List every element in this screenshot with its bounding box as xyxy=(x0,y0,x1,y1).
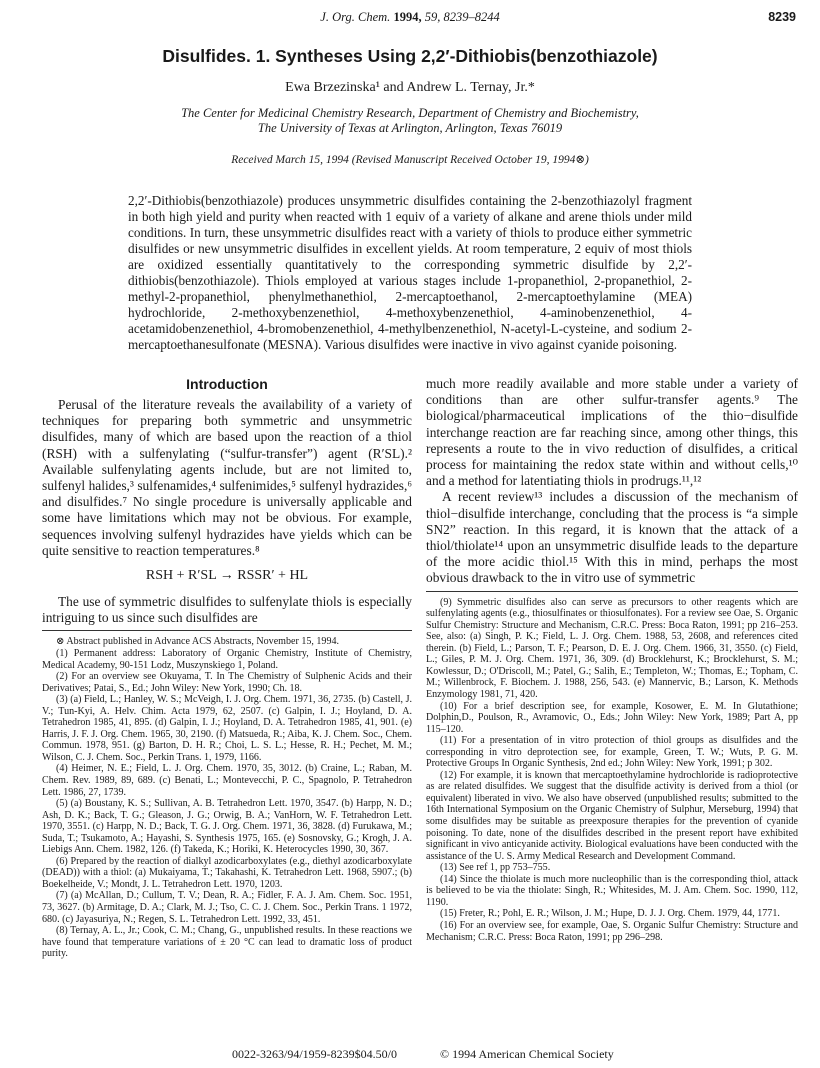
page-number: 8239 xyxy=(768,10,796,24)
footnote: ⊗ Abstract published in Advance ACS Abstracts, November 15, 1994. xyxy=(56,636,339,648)
author-affiliation xyxy=(60,106,760,136)
body-paragraph: much more readily available and more stable under a variety of conditions than are other sulfur-transfer agents.⁹ The biological/pharmaceutical implications of the thio−disulfide interchange reaction are far reaching since, among other things, this represents a route to the in vivo reduction of disulfides, a critical process for maintaining the redox state within and without cells,¹⁰ and a method for latentiating thiols in prodrugs.¹¹,¹² xyxy=(426,376,798,489)
footnote: (1) Permanent address: Laboratory of Organic Chemistry, Institute of Chemistry, Medical Academy, 90-151 Lodz, Muszynskiego 1, Poland. xyxy=(42,647,412,671)
footnote: (4) Heimer, N. E.; Field, L. J. Org. Chem. 1970, 35, 3012. (b) Craine, L.; Raban, M. Chem. Rev. 1989, 89, 689. (c) Benati, L.; Montevecchi, P. C., Spagnolo, P. Tetrahedron Lett. 1986, 27, 1739. xyxy=(42,763,412,798)
reaction-equation: RSH + R′SL → RSSR′ + HL xyxy=(145,568,309,584)
journal-citation xyxy=(0,10,820,25)
issn-code: 0022-3263/94/1959-8239$04.50/0 xyxy=(232,1047,397,1061)
footnote: (9) Symmetric disulfides also can serve as precursors to other reagents which are sulfenylating agents (e.g., thiosulfinates or thiosulfonates). For a review see Oae, S. Organic Sulfur Chemistry: Structure and Mechanism, C.R.C. Press: Boca Raton, 1991; pp 216–253. See, also: (a) Singh, P. K.; Field, L. J. Org. Chem. 1988, 53, 2608, and references cited therein. (b) Field, L.; Parson, T. F.; Pearson, D. E. J. Org. Chem. 1966, 31, 3550. (c) Field, L.; Giles, P. M. J. Org. Chem. 1971, 36, 309. (d) Brocklehurst, K.; Brocklehurst, S. M.; Kowlessur, D.; O'Driscoll, M.; Patel, G.; Salih, E.; Templeton, W.; Thomas, E.; Topham, C. M.; Willenbrock, F. Biochem. J. 1988, 256, 543. (e) Mannervic, B.; Larson, K. Methods Enzymology 1981, 71, 420. xyxy=(426,596,798,701)
footnote: (11) For a presentation of in vitro protection of thiol groups as disulfides and the corresponding in vitro deprotection see, for example, Green, T. W.; Wuts, P. G. M. Protective Groups In Organic Synthesis, 2nd ed.; John Wiley: New York, 1991; p 302. xyxy=(426,735,798,770)
footnote: (15) Freter, R.; Pohl, E. R.; Wilson, J. M.; Hupe, D. J. J. Org. Chem. 1979, 44, 1771. xyxy=(440,908,780,920)
left-column xyxy=(42,376,412,960)
footnote: (16) For an overview see, for example, Oae, S. Organic Sulfur Chemistry: Structure and Mechanism; C.R.C. Press: Boca Raton, 1991; pp 296–298. xyxy=(426,919,798,943)
footnote: (6) Prepared by the reaction of dialkyl azodicarboxylates (e.g., diethyl azodicarboxylate (DEAD)) with a thiol: (a) Mukaiyama, T.; Takahashi, K. Tetrahedron Lett. 1968, 5907.; (b) Boekelheide, V.; Mondt, J. L. Tetrahedron Lett. 1970, 1203. xyxy=(42,855,412,890)
footnote: (8) Ternay, A. L., Jr.; Cook, C. M.; Chang, G., unpublished results. In these reactions we have found that temperature variations of ± 20 °C can lead to dramatic loss of product purity. xyxy=(42,925,412,960)
journal-name: J. Org. Chem. xyxy=(320,10,391,24)
footnote: (13) See ref 1, pp 753–755. xyxy=(440,862,551,874)
footnote: (10) For a brief description see, for example, Kosower, E. M. In Glutathione; Dolphin,D., Poulson, R., Avramovic, O., Eds.; John Wiley: New York, 1989; Part A, pp 115–120. xyxy=(426,700,798,735)
footnote-divider xyxy=(42,630,412,631)
footnote: (2) For an overview see Okuyama, T. In The Chemistry of Sulphenic Acids and their Derivatives; Patai, S., Ed.; John Wiley: New York, 1990; Ch. 18. xyxy=(42,671,412,694)
footnote-divider xyxy=(426,591,798,592)
journal-year: 1994, xyxy=(393,10,422,24)
footnote: (12) For example, it is known that mercaptoethylamine hydrochloride is radioprotective as are related disulfides. We suggest that the disulfide activity is derived from a thiol (or equivalent) liberated in vivo. We also have observed (unpublished results; submitted to the 16th International Symposium on the Organic Chemistry of Sulphur, Merseburg, 1994) that some disulfides may be suitable as preexposure therapies for the prevention of cyanide poisoning. To date, none of the disulfides described in the present report have exhibited significant in vivo anticyanide activity. Biological evaluations have been conducted with the assistance of the U. S. Army Medical Research and Development Command. xyxy=(426,769,798,862)
abstract: 2,2′-Dithiobis(benzothiazole) produces unsymmetric disulfides containing the 2-benzothiazolyl fragment in both high yield and purity when reacted with 1 equiv of a variety of alkane and arene thiols under mild conditions. In turn, these unsymmetric disulfides react with a variety of thiols to produce either symmetric disulfides or new unsymmetric disulfides in excellent yields. At room temperature, 2 equiv of most thiols are oxidized essentially quantitatively to the corresponding symmetric disulfide by 2,2′-dithiobis(benzothiazole). Thiols employed at various stages include 1-propanethiol, 2-propanethiol, 2-methyl-2-propanethiol, phenylmethanethiol, 2-mercaptoethanol, 2-mercaptoethylamine (MEA) hydrochloride, 2-methoxybenzenethiol, 4-methoxybenzenethiol, 4-aminobenzenethiol, 4-acetamidobenzenethiol, 4-bromobenzenethiol, 4-methylbenzenethiol, N-acetyl-L-cysteine, and sodium 2-mercaptoethanesulfonate (MESNA). Various disulfides were inactive in vivo against cyanide poisoning. xyxy=(128,193,692,353)
affiliation-line: The University of Texas at Arlington, Arlington, Texas 76019 xyxy=(257,121,563,135)
section-heading-introduction: Introduction xyxy=(186,376,268,392)
body-paragraph: Perusal of the literature reveals the availability of a variety of techniques for preparing both symmetric and unsymmetric disulfides, many of which are based upon the reaction of a thiol (RSH) with a sulfenylating (“sulfur-transfer”) agent (R′SL).² Available sulfenylating agents include, but are not limited to, sulfenyl halides,³ sulfenamides,⁴ sulfenimides,⁵ sulfenyl hydrazides,⁶ and disulfides.⁷ No single procedure is universally applicable and some have limitations which may not be obvious. For example, sequences involving sulfenyl hydrazides have yields which can be quite sensitive to reaction temperatures.⁸ xyxy=(42,397,412,558)
copyright-notice: © 1994 American Chemical Society xyxy=(440,1047,614,1061)
journal-pages: 8239–8244 xyxy=(443,10,500,24)
article-authors: Ewa Brzezinska¹ and Andrew L. Ternay, Jr.* xyxy=(285,80,535,95)
footnotes-left xyxy=(42,636,412,959)
footnote: (5) (a) Boustany, K. S.; Sullivan, A. B. Tetrahedron Lett. 1970, 3547. (b) Harpp, N. D.; Ash, D. K.; Back, T. G.; Gleason, J. G.; Orwig, B. A.; VanHorn, W. F. Tetrahedron Lett. 1970, 3551. (c) Harpp, N. D.; Back, T. G. J. Org. Chem. 1971, 36, 3828. (d) Furukawa, M.; Suda, T.; Tsukamoto, A.; Hayashi, S. Synthesis 1975, 165. (e) Sosnovsky, G.; Krogh, J. A. Liebigs Ann. Chem. 1982, 126. (f) Takeda, K.; Horiki, K. Heterocycles 1990, 30, 367. xyxy=(42,798,412,856)
footnote: (14) Since the thiolate is much more nucleophilic than is the corresponding thiol, attack is believed to be via the thiolate: Singh, R.; Whitesides, M. J. Am. Chem. Soc. 1990, 112, 1190. xyxy=(426,873,798,908)
footnote: (7) (a) McAllan, D.; Cullum, T. V.; Dean, R. A.; Fidler, F. A. J. Am. Chem. Soc. 1951, 73, 3627. (b) Armitage, D. A.; Clark, M. J.; Tso, C. C. J. Chem. Soc., Perkin Trans. 1 1972, 680. (c) Jayasuriya, N.; Regen, S. L. Tetrahedron Lett. 1992, 33, 451. xyxy=(42,890,412,925)
body-paragraph: A recent review¹³ includes a discussion of the mechanism of thiol−disulfide interchange, concluding that the process is “a simple SN2” reaction. In this regard, it is known that the attack of a thiol/thiolate¹⁴ upon an unsymmetric disulfide leads to the departure of the more acidic thiol.¹⁵ With this in mind, perhaps the most obvious drawback to the in vitro use of symmetric xyxy=(426,489,798,586)
running-head xyxy=(0,10,820,30)
article-title: Disulfides. 1. Syntheses Using 2,2′-Dithiobis(benzothiazole) xyxy=(162,46,658,66)
footnote: (3) (a) Field, L.; Hanley, W. S.; McVeigh, I. J. Org. Chem. 1971, 36, 2735. (b) Castell, J. V.; Tun-Kyi, A. Helv. Chim. Acta 1979, 62, 2507. (c) Galpin, I. J.; Hoyland, D. A. Tetrahedron 1985, 41, 895. (d) Galpin, I. J.; Hoyland, D. A. Tetrahedron 1985, 41, 901. (e) Harris, J. F. J. Org. Chem. 1965, 30, 2190. (f) Matsueda, R.; Aiba, K. J. Chem. Soc., Chem. Commun. 1978, 951. (g) Barton, D. H. R.; Choi, L. S. L.; Hesse, R. H.; Pechet, M. M.; Wilson, C. J. Chem. Soc., Perkin Trans. 1, 1979, 1166. xyxy=(42,694,412,763)
right-column xyxy=(426,376,798,943)
body-paragraph: The use of symmetric disulfides to sulfenylate thiols is especially intriguing to us since such disulfides are xyxy=(42,594,412,626)
affiliation-line: The Center for Medicinal Chemistry Research, Department of Chemistry and Biochemistry, xyxy=(181,106,639,120)
received-dates: Received March 15, 1994 (Revised Manuscript Received October 19, 1994⊗) xyxy=(231,154,589,166)
journal-volume: 59, xyxy=(424,10,441,24)
footnotes-right xyxy=(426,597,798,943)
